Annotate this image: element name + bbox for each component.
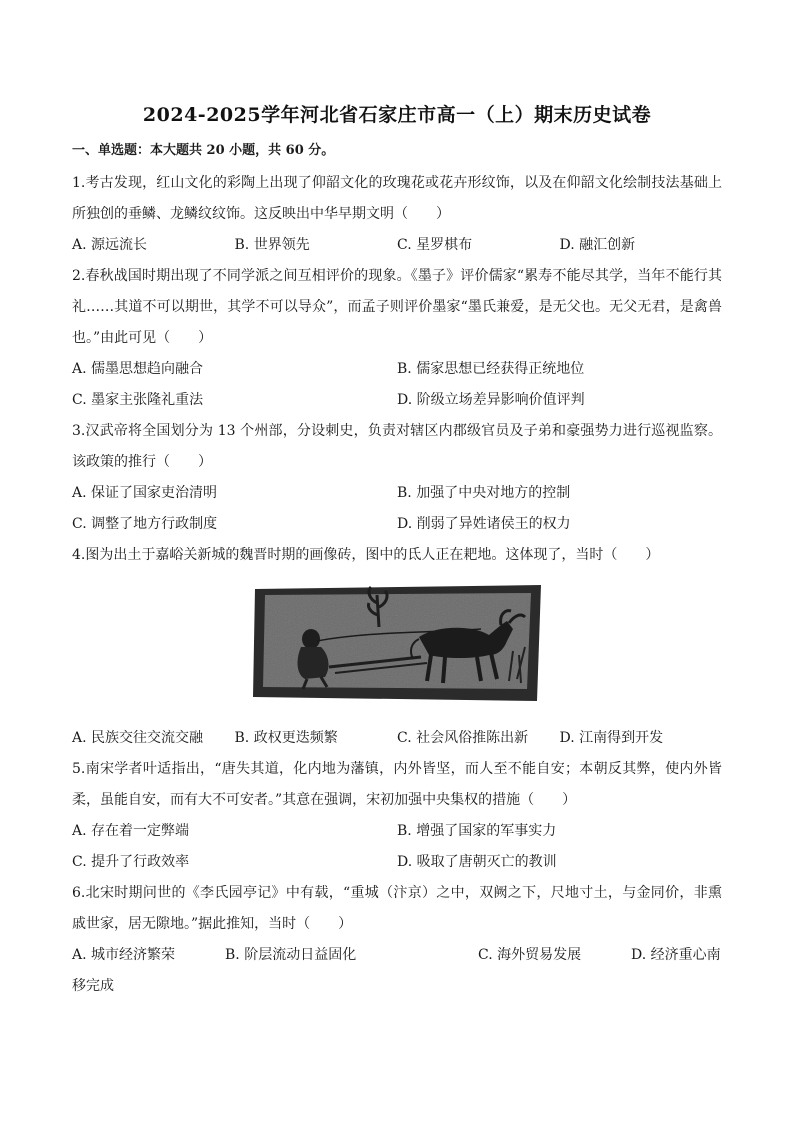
question-stem: 6.北宋时期问世的《李氏园亭记》中有载，“重城（汴京）之中，双阙之下，尺地寸土，与金同价，非熏戚世家，居无隙地。”据此推知，当时（ ） <box>72 885 722 932</box>
options-row <box>72 385 722 416</box>
option-d: D. 江南得到开发 <box>559 730 664 746</box>
option-a: A. 民族交往交流交融 <box>72 730 204 746</box>
option-b: B. 儒家思想已经获得正统地位 <box>397 361 585 377</box>
exam-title: 2024-2025学年河北省石家庄市高一（上）期末历史试卷 <box>142 104 652 126</box>
option-b: B. 世界领先 <box>234 237 310 253</box>
question-stem: 5.南宋学者叶适指出，“唐失其道，化内地为藩镇，内外皆坚，而人至不能自安；本朝反其弊，使内外皆柔，虽能自安，而有大不可安者。”其意在强调，宋初加强中央集权的措施（ ） <box>72 761 722 808</box>
options-row <box>72 723 722 754</box>
option-b: B. 增强了国家的军事实力 <box>397 823 557 839</box>
options-row <box>72 816 722 847</box>
option-d: D. 经济重心南 <box>631 947 721 963</box>
option-c: C. 星罗棋布 <box>397 237 473 253</box>
option-d: D. 削弱了异姓诸侯王的权力 <box>397 516 571 532</box>
question-stem: 4.图为出土于嘉峪关新城的魏晋时期的画像砖，图中的氐人正在耙地。这体现了，当时（ ） <box>72 547 660 563</box>
options-row <box>72 847 722 878</box>
option-d: D. 吸取了唐朝灭亡的教训 <box>397 854 557 870</box>
question-6 <box>72 878 722 1002</box>
question-1 <box>72 168 722 261</box>
question-stem: 2.春秋战国时期出现了不同学派之间互相评价的现象。《墨子》评价儒家“累寿不能尽其学，当年不能行其礼……其道不可以期世，其学不可以导众”，而孟子则评价墨家“墨氏兼爱，是无父也。无父无君，是禽兽也。”由此可见（ ） <box>72 268 722 346</box>
exam-page <box>72 100 722 1002</box>
options-row <box>72 509 722 540</box>
option-b: B. 阶层流动日益固化 <box>225 947 357 963</box>
section-header: 一、单选题：本大题共 20 小题，共 60 分。 <box>72 143 335 158</box>
option-a: A. 存在着一定弊端 <box>72 823 190 839</box>
option-c: C. 社会风俗推陈出新 <box>397 730 529 746</box>
question-5 <box>72 754 722 878</box>
question-4 <box>72 540 722 754</box>
option-d: D. 融汇创新 <box>559 237 636 253</box>
question-2 <box>72 261 722 416</box>
option-d: D. 阶级立场差异影响价值评判 <box>397 392 585 408</box>
option-c: C. 墨家主张隆礼重法 <box>72 392 204 408</box>
option-a: A. 源远流长 <box>72 237 148 253</box>
option-c: C. 调整了地方行政制度 <box>72 516 218 532</box>
options-row <box>72 940 722 971</box>
option-a: A. 城市经济繁荣 <box>72 947 176 963</box>
brick-painting-image <box>251 581 543 703</box>
option-c: C. 提升了行政效率 <box>72 854 190 870</box>
option-b: B. 加强了中央对地方的控制 <box>397 485 571 501</box>
question-stem: 3.汉武帝将全国划分为 13 个州部，分设刺史，负责对辖区内郡级官员及子弟和豪强势力进行巡视监察。该政策的推行（ ） <box>72 423 722 470</box>
figure-wrap <box>72 581 722 703</box>
option-a: A. 保证了国家吏治清明 <box>72 485 218 501</box>
option-b: B. 政权更迭频繁 <box>234 730 338 746</box>
question-3 <box>72 416 722 540</box>
question-stem: 1.考古发现，红山文化的彩陶上出现了仰韶文化的玫瑰花或花卉形纹饰，以及在仰韶文化绘制技法基础上所独创的垂鳞、龙鳞纹纹饰。这反映出中华早期文明（ ） <box>72 175 722 222</box>
option-a: A. 儒墨思想趋向融合 <box>72 361 204 377</box>
options-row <box>72 478 722 509</box>
options-row <box>72 354 722 385</box>
options-row <box>72 230 722 261</box>
option-d-continuation: 移完成 <box>72 978 114 994</box>
option-c: C. 海外贸易发展 <box>478 947 582 963</box>
